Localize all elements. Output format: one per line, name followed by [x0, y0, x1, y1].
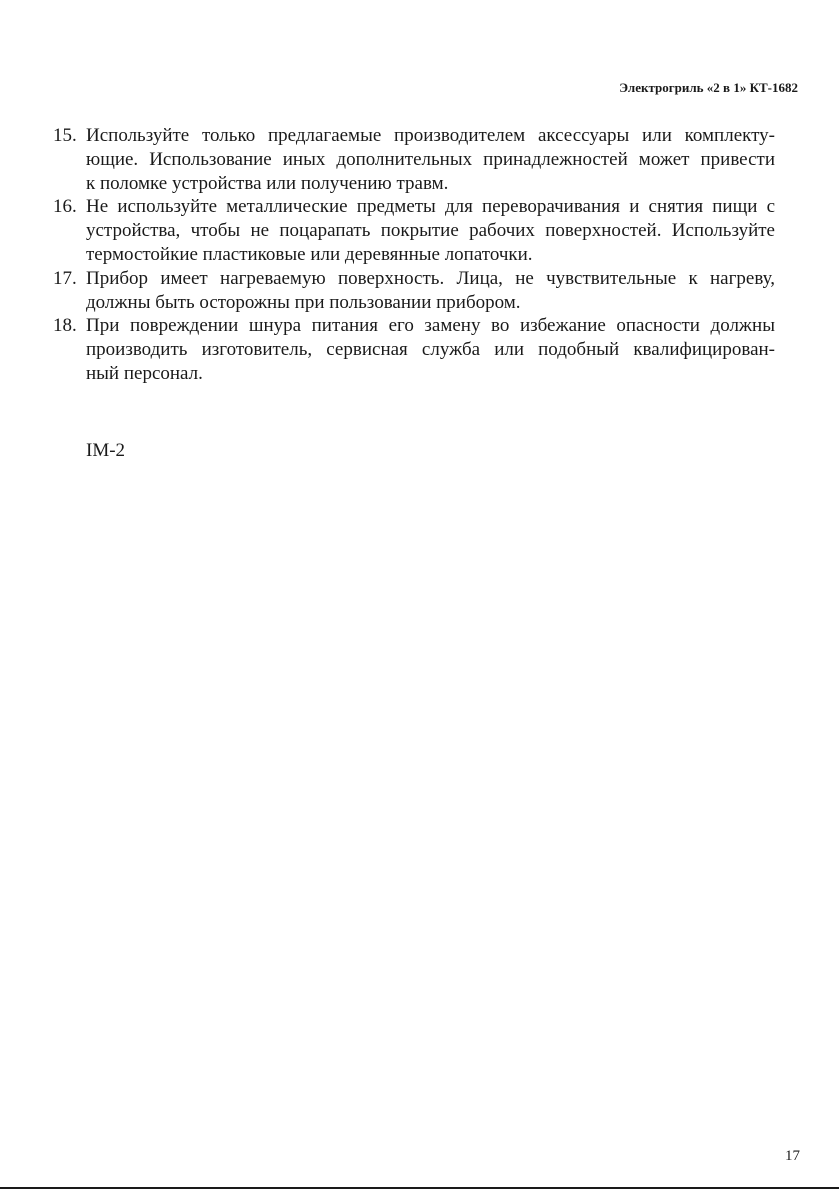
bottom-rule	[0, 1187, 839, 1189]
running-header: Электрогриль «2 в 1» КТ-1682	[619, 80, 798, 95]
item-number: 16.	[53, 196, 77, 218]
instruction-item-18	[53, 314, 775, 385]
instruction-item-15	[53, 124, 775, 195]
item-number: 15.	[53, 125, 77, 146]
text-line: Используйте только предлагаемые производителем аксессуары или комплекту-	[86, 125, 775, 146]
text-line: производить изготовитель, сервисная служба или подобный квалифицирован-	[86, 339, 775, 361]
instruction-item-17	[53, 267, 775, 315]
text-line: должны быть осторожны при пользовании прибором.	[86, 291, 521, 313]
text-line: термостойкие пластиковые или деревянные лопаточки.	[86, 243, 533, 265]
item-text	[86, 267, 775, 315]
text-line: ный персонал.	[86, 362, 203, 384]
text-line: к поломке устройства или получению травм.	[86, 172, 449, 194]
page-number: 17	[785, 1148, 800, 1164]
text-line: Прибор имеет нагреваемую поверхность. Лица, не чувствительные к нагреву,	[86, 267, 775, 289]
instruction-list	[53, 124, 775, 386]
item-text	[86, 124, 775, 195]
text-line: ющие. Использование иных дополнительных принадлежностей может привести	[86, 148, 775, 170]
item-text	[86, 314, 775, 385]
text-line: Не используйте металлические предметы для переворачивания и снятия пищи с	[86, 196, 775, 218]
item-text	[86, 195, 775, 266]
document-code: IM-2	[86, 440, 126, 461]
text-line: При повреждении шнура питания его замену во избежание опасности должны	[86, 315, 775, 337]
instruction-item-16	[53, 195, 775, 266]
item-number: 17.	[53, 267, 77, 289]
item-number: 18.	[53, 315, 77, 337]
text-line: устройства, чтобы не поцарапать покрытие рабочих поверхностей. Используйте	[86, 220, 775, 242]
